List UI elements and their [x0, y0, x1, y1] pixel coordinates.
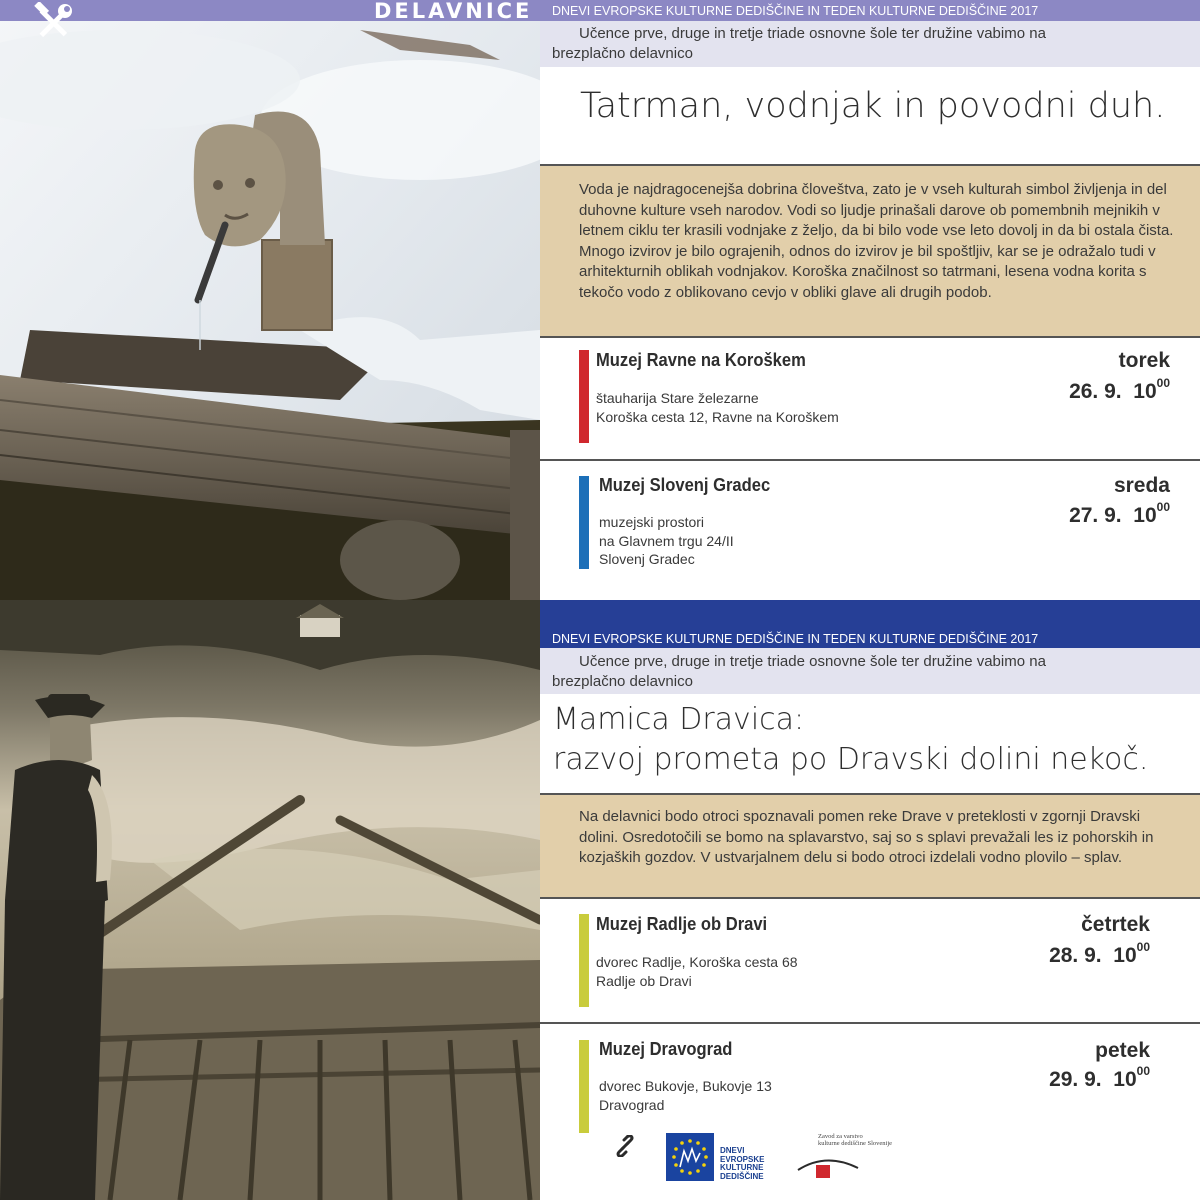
address-line: Dravograd [599, 1096, 665, 1113]
venue-color-bar [579, 350, 589, 443]
divider [540, 459, 1200, 461]
venue-name: Muzej Dravograd [599, 1039, 733, 1059]
venue-color-bar [579, 1040, 589, 1133]
logo-line: kulturne dediščine Slovenije [818, 1140, 893, 1147]
eu-logo-text [720, 1147, 764, 1181]
venue-name: Muzej Radlje ob Dravi [596, 914, 768, 934]
weekday: torek [1118, 349, 1170, 372]
venue-name: Muzej Ravne na Koroškem [596, 350, 806, 370]
logo-line: DEDIŠČINE [720, 1171, 764, 1181]
title-line: razvoj prometa po Dravski dolini nekoč. [553, 742, 1149, 777]
event-line-1: DNEVI EVROPSKE KULTURNE DEDIŠČINE IN TEDEN KULTURNE DEDIŠČINE 2017 [552, 4, 1039, 18]
minutes: 00 [1136, 940, 1150, 954]
address-line: muzejski prostori [599, 514, 705, 530]
minutes: 00 [1156, 376, 1170, 390]
address-line: Koroška cesta 12, Ravne na Koroškem [596, 408, 839, 425]
eu-flag-logo [666, 1133, 714, 1181]
date: 26. 9. [1069, 380, 1122, 403]
photo-rafter [0, 600, 540, 1200]
hammer-wrench-icon [32, 2, 74, 44]
date-time [1069, 376, 1170, 404]
address-line: na Glavnem trgu 24/II [599, 532, 734, 549]
address-line: štauharija Stare železarne [596, 390, 759, 406]
logo-line: EVROPSKE [720, 1154, 765, 1164]
hour: 10 [1113, 1068, 1137, 1091]
address-line: dvorec Bukovje, Bukovje 13 [599, 1078, 772, 1094]
hour: 10 [1113, 944, 1137, 967]
event-line-2: DNEVI EVROPSKE KULTURNE DEDIŠČINE IN TEDEN KULTURNE DEDIŠČINE 2017 [552, 632, 1039, 646]
logo-line: Zavod za varstvo [818, 1133, 863, 1140]
address-line: dvorec Radlje, Koroška cesta 68 [596, 954, 798, 970]
date-time [1049, 1064, 1150, 1092]
date-time [1069, 500, 1170, 528]
minutes: 00 [1156, 500, 1170, 514]
weekday: četrtek [1081, 913, 1150, 936]
venue-color-bar [579, 914, 589, 1007]
minutes: 00 [1136, 1064, 1150, 1078]
invite-text-2: Učence prve, druge in tretje triade osnovne šole ter družine vabimo na brezplačno delavnico [552, 653, 1046, 690]
zavod-logo-text [818, 1133, 892, 1147]
divider [540, 1022, 1200, 1024]
zavod-logo [796, 1150, 860, 1184]
weekday: sreda [1113, 474, 1170, 497]
date-time [1049, 940, 1150, 968]
date: 29. 9. [1049, 1068, 1102, 1091]
title-line: Mamica Dravica: [553, 702, 805, 737]
logo-line: KULTURNE [720, 1163, 764, 1173]
chain-link-icon [614, 1135, 636, 1157]
venue-address [599, 1077, 772, 1114]
divider [540, 336, 1200, 338]
workshop-title-2 [553, 700, 1148, 780]
photo-tatrman-fountain [0, 0, 540, 600]
date: 27. 9. [1069, 504, 1122, 527]
description-2: Na delavnici bodo otroci spoznavali pomen reke Drave v preteklosti v zgornji Dravski dolini. Osredotočili se bomo na splavarstvo, saj so s splavi prevažali les iz pohorskih in kozjaških gozdov. V ustvarjalnem delu si bodo otroci izdelali vodno plovilo – splav. [579, 808, 1154, 867]
section-label: DELAVNICE [374, 0, 533, 23]
invite-text-1: Učence prve, druge in tretje triade osnovne šole ter družine vabimo na brezplačno delavnico [552, 25, 1046, 62]
venue-address [596, 953, 798, 990]
description-1: Voda je najdragocenejša dobrina človeštva, zato je v vseh kulturah simbol življenja in del duhovne kulture vseh narodov. Vodi so ljudje prinašali darove ob pomembnih mejnikih v letnem ciklu ter krasili vodnjake z željo, da bi bilo vode vse leto dovolj in da bi ostala čista. Mnogo izvirov je bilo ograjenih, odnos do izvirov je bil spoštljiv, kar se je odražalo tudi v arhitekturnih oblikah vodnjakov. Koroška značilnost so tatrmani, lesena vodna korita s tekočo vodo z oblikovano cevjo v obliki glave ali drugih podob. [579, 181, 1174, 301]
hour: 10 [1133, 380, 1157, 403]
address-line: Radlje ob Dravi [596, 972, 692, 989]
divider [540, 897, 1200, 899]
venue-name: Muzej Slovenj Gradec [599, 475, 771, 495]
logo-line: DNEVI [720, 1146, 745, 1155]
address-line: Slovenj Gradec [599, 551, 695, 568]
weekday: petek [1095, 1039, 1150, 1062]
venue-address [599, 513, 734, 569]
workshop-title-1: Tatrman, vodnjak in povodni duh. [580, 86, 1166, 126]
hour: 10 [1133, 504, 1157, 527]
venue-color-bar [579, 476, 589, 569]
date: 28. 9. [1049, 944, 1102, 967]
venue-address [596, 389, 839, 426]
